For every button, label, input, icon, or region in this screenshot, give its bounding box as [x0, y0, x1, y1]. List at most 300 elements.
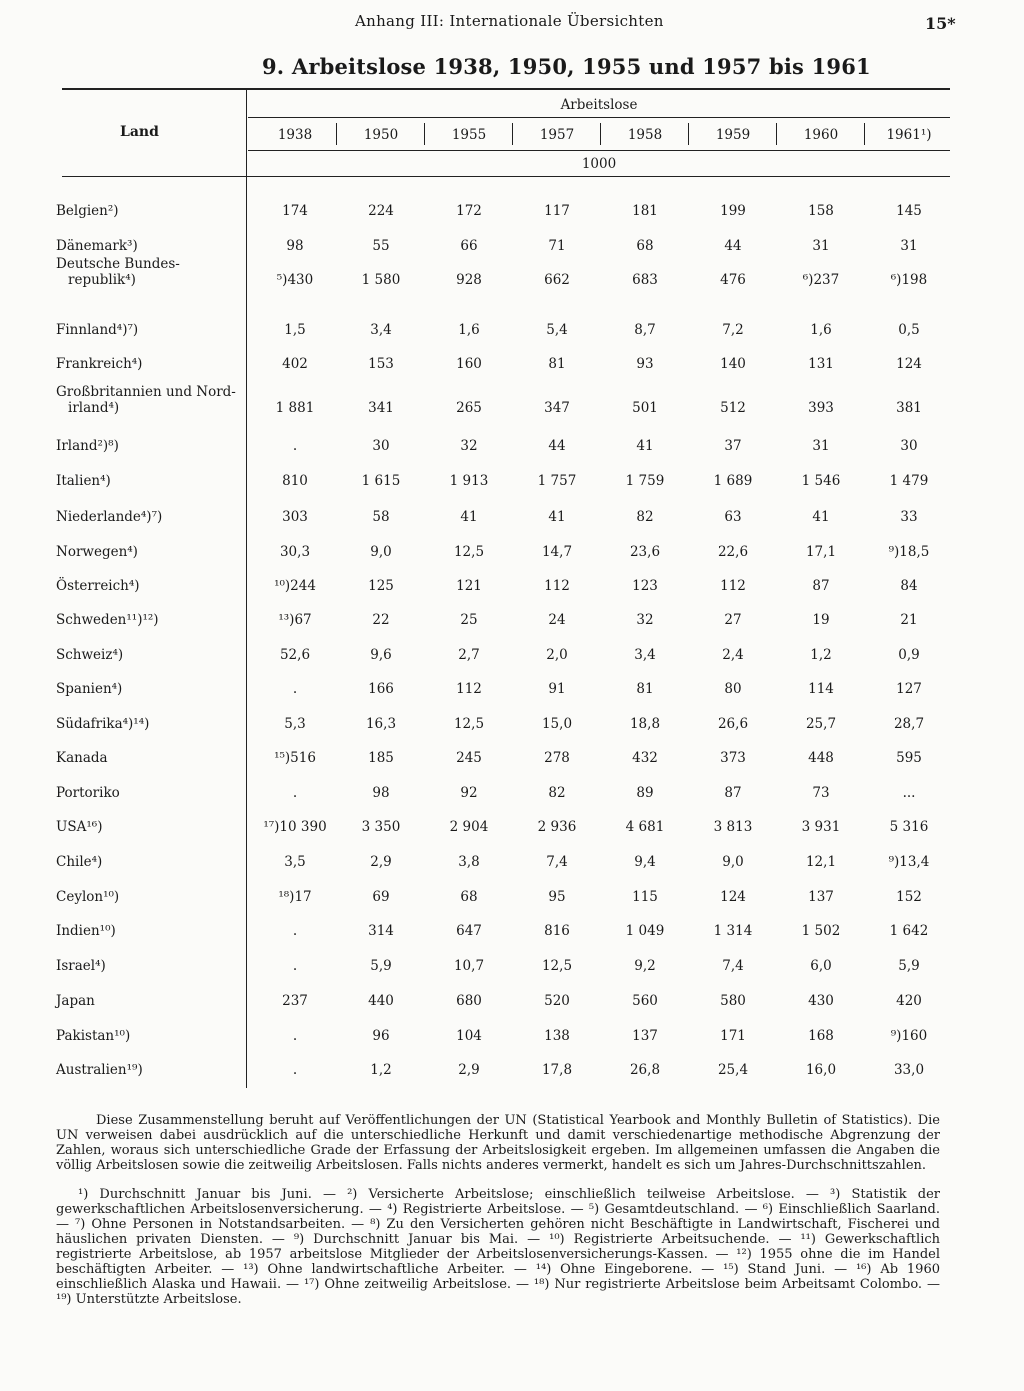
table-cell: 0,9 — [898, 647, 920, 663]
table-cell: 22,6 — [717, 544, 749, 560]
country-label — [56, 819, 236, 835]
table-cell: 2,9 — [370, 854, 392, 870]
table-cell: 12,1 — [805, 854, 837, 870]
table-cell: ¹⁸)17 — [278, 889, 312, 905]
country-name: Israel⁴) — [56, 958, 106, 974]
country-label-line — [56, 647, 236, 663]
table-cell: 1 757 — [537, 473, 577, 489]
year-header: 1957 — [539, 127, 575, 143]
country-label — [56, 356, 236, 372]
table-cell: 2 936 — [537, 819, 577, 835]
table-cell: 7,4 — [546, 854, 568, 870]
table-cell: 19 — [812, 612, 830, 628]
table-cell: 123 — [632, 578, 658, 594]
running-head: Anhang III: Internationale Übersichten — [355, 12, 664, 30]
table-cell: 1 759 — [625, 473, 665, 489]
country-label — [56, 785, 236, 801]
table-cell: . — [292, 923, 298, 939]
country-label — [56, 438, 236, 454]
table-cell: 1 913 — [449, 473, 489, 489]
country-label — [56, 1028, 236, 1044]
country-label-line — [56, 544, 236, 560]
table-cell: 112 — [456, 681, 482, 697]
table-cell: 12,5 — [453, 544, 485, 560]
table-cell: 3,4 — [634, 647, 656, 663]
country-label — [56, 578, 236, 594]
year-separator — [424, 123, 425, 145]
country-name: Chile⁴) — [56, 854, 103, 870]
table-cell: 98 — [286, 238, 304, 254]
table-cell: 314 — [368, 923, 394, 939]
table-cell: 145 — [896, 203, 922, 219]
table-cell: 1,6 — [458, 322, 480, 338]
country-label-line — [56, 1028, 236, 1044]
table-cell: 0,5 — [898, 322, 920, 338]
table-cell: 1 689 — [713, 473, 753, 489]
table-cell: 2,7 — [458, 647, 480, 663]
table-cell: ⁵)430 — [276, 272, 314, 288]
table-cell: 341 — [368, 400, 394, 416]
country-name: Portoriko — [56, 785, 120, 801]
table-cell: 16,0 — [805, 1062, 837, 1078]
table-cell: 245 — [456, 750, 482, 766]
table-cell: 683 — [632, 272, 658, 288]
table-cell: 52,6 — [279, 647, 311, 663]
table-cell: 199 — [720, 203, 746, 219]
table-cell: ¹⁵)516 — [274, 750, 316, 766]
year-separator — [688, 123, 689, 145]
year-header: 1938 — [277, 127, 313, 143]
table-cell: 8,7 — [634, 322, 656, 338]
table-cell: 58 — [372, 509, 390, 525]
table-cell: 41 — [548, 509, 566, 525]
country-label-line: Deutsche Bundes- — [56, 256, 180, 272]
table-cell: 30,3 — [279, 544, 311, 560]
table-title: 9. Arbeitslose 1938, 1950, 1955 und 1957 bis 1961 — [262, 54, 871, 79]
table-cell: 560 — [632, 993, 658, 1009]
table-cell: 1 049 — [625, 923, 665, 939]
table-cell: 224 — [368, 203, 394, 219]
year-separator — [776, 123, 777, 145]
table-cell: 5,9 — [370, 958, 392, 974]
table-cell: 32 — [636, 612, 654, 628]
table-cell: 420 — [896, 993, 922, 1009]
table-cell: 18,8 — [629, 716, 661, 732]
table-cell: 124 — [720, 889, 746, 905]
country-name: Dänemark³) — [56, 238, 138, 254]
country-name: Niederlande⁴)⁷) — [56, 509, 163, 525]
table-cell: 928 — [456, 272, 482, 288]
table-cell: 1 502 — [801, 923, 841, 939]
table-cell: ¹⁷)10 390 — [263, 819, 327, 835]
table-cell: 9,4 — [634, 854, 656, 870]
table-cell: 33 — [900, 509, 918, 525]
table-cell: 95 — [548, 889, 566, 905]
table-cell: ⁶)198 — [890, 272, 928, 288]
arbeitslose-header: Arbeitslose — [560, 97, 638, 113]
table-cell: 174 — [282, 203, 308, 219]
country-name: Indien¹⁰) — [56, 923, 116, 939]
country-label-line — [56, 203, 236, 219]
country-label-line — [56, 509, 236, 525]
table-cell: 124 — [896, 356, 922, 372]
table-cell: 153 — [368, 356, 394, 372]
country-label-line — [56, 612, 236, 628]
country-label-line — [56, 750, 236, 766]
table-cell: 265 — [456, 400, 482, 416]
table-cell: 30 — [372, 438, 390, 454]
table-cell: 5,9 — [898, 958, 920, 974]
table-cell: 3 931 — [801, 819, 841, 835]
country-name: Schweden¹¹)¹²) — [56, 612, 159, 628]
year-header: 1959 — [715, 127, 751, 143]
table-cell: 31 — [900, 238, 918, 254]
table-cell: 84 — [900, 578, 918, 594]
table-cell: 152 — [896, 889, 922, 905]
table-cell: 66 — [460, 238, 478, 254]
table-cell: 98 — [372, 785, 390, 801]
table-cell: 138 — [544, 1028, 570, 1044]
footnotes: ¹) Durchschnitt Januar bis Juni. — ²) Versicherte Arbeitslose; einschließlich teilweise Arbeitslose. — ³) Statistik der gewerkschaftlichen Arbeitslosenversicherung. — ⁴) Registrierte Arbeitslose. — ⁵) Gesamtdeutschland. — ⁶) Einschließlich Saarland. — ⁷) Ohne Personen in Notstandsarbeiten. — ⁸) Zu den Versicherten gehören nicht Beschäftigte in Landwirtschaft, Fischerei und häuslichen privaten Diensten. — ⁹) Durchschnitt Januar bis Mai. — ¹⁰) Registrierte Arbeitsuchende. — ¹¹) Gewerkschaftlich registrierte Arbeitslose, ab 1957 arbeitslose Mitglieder der Arbeitslosenversicherungs-Kassen. — ¹²) 1955 ohne die im Handel beschäftigten Arbeiter. — ¹³) Ohne landwirtschaftliche Arbeiter. — ¹⁴) Ohne Eingeborene. — ¹⁵) Stand Juni. — ¹⁶) Ab 1960 einschließlich Alaska und Hawaii. — ¹⁷) Ohne zeitweilig Arbeitslose. — ¹⁸) Nur registrierte Arbeitslose beim Arbeitsamt Colombo. — ¹⁹) Unterstützte Arbeitslose. — [56, 1187, 940, 1307]
table-cell: 381 — [896, 400, 922, 416]
table-cell: 69 — [372, 889, 390, 905]
table-cell: ... — [902, 785, 916, 801]
country-label — [56, 1062, 236, 1078]
table-cell: 112 — [720, 578, 746, 594]
table-cell: 27 — [724, 612, 742, 628]
table-cell: 1 314 — [713, 923, 753, 939]
table-cell: 23,6 — [629, 544, 661, 560]
table-cell: 501 — [632, 400, 658, 416]
table-cell: 68 — [636, 238, 654, 254]
country-label — [56, 889, 236, 905]
table-cell: 82 — [548, 785, 566, 801]
table-cell: 115 — [632, 889, 658, 905]
table-cell: 171 — [720, 1028, 746, 1044]
table-cell: 520 — [544, 993, 570, 1009]
unit-header: 1000 — [581, 156, 617, 172]
year-separator — [512, 123, 513, 145]
country-label-line — [56, 356, 236, 372]
table-cell: 37 — [724, 438, 742, 454]
table-cell: 10,7 — [453, 958, 485, 974]
table-cell: 104 — [456, 1028, 482, 1044]
country-label — [56, 238, 236, 254]
table-cell: 680 — [456, 993, 482, 1009]
table-cell: 55 — [372, 238, 390, 254]
table-cell: 4 681 — [625, 819, 665, 835]
country-label-line — [56, 400, 236, 416]
country-label — [56, 473, 236, 489]
table-cell: 1 580 — [361, 272, 401, 288]
year-header: 1950 — [363, 127, 399, 143]
table-cell: 17,1 — [805, 544, 837, 560]
table-cell: 6,0 — [810, 958, 832, 974]
table-cell: 114 — [808, 681, 834, 697]
country-label-line — [56, 819, 236, 835]
table-cell: ⁹)160 — [890, 1028, 928, 1044]
table-cell: 87 — [812, 578, 830, 594]
table-cell: 1 881 — [275, 400, 315, 416]
table-cell: 12,5 — [453, 716, 485, 732]
table-cell: . — [292, 681, 298, 697]
table-cell: ¹⁰)244 — [274, 578, 316, 594]
table-cell: 158 — [808, 203, 834, 219]
country-label — [56, 958, 236, 974]
country-name: Italien⁴) — [56, 473, 111, 489]
table-cell: 25,4 — [717, 1062, 749, 1078]
table-cell: 25 — [460, 612, 478, 628]
header-separator — [248, 117, 950, 118]
year-separator — [864, 123, 865, 145]
table-cell: 373 — [720, 750, 746, 766]
table-cell: 25,7 — [805, 716, 837, 732]
table-cell: 93 — [636, 356, 654, 372]
table-cell: 112 — [544, 578, 570, 594]
table-cell: 7,2 — [722, 322, 744, 338]
country-label — [56, 544, 236, 560]
country-label — [56, 716, 236, 732]
table-cell: 89 — [636, 785, 654, 801]
table-cell: 580 — [720, 993, 746, 1009]
header-separator-unit — [248, 150, 950, 151]
table-cell: 662 — [544, 272, 570, 288]
country-name: republik⁴) — [68, 272, 136, 288]
country-name: Japan — [56, 993, 95, 1009]
table-cell: 172 — [456, 203, 482, 219]
country-label-line — [56, 785, 236, 801]
table-cell: 185 — [368, 750, 394, 766]
country-name: irland⁴) — [68, 400, 120, 416]
country-name: Spanien⁴) — [56, 681, 123, 697]
table-cell: 237 — [282, 993, 308, 1009]
table-cell: 125 — [368, 578, 394, 594]
table-cell: 1 546 — [801, 473, 841, 489]
country-label — [56, 993, 236, 1009]
country-label — [56, 322, 236, 338]
table-cell: 127 — [896, 681, 922, 697]
table-cell: 41 — [636, 438, 654, 454]
table-cell: 2 904 — [449, 819, 489, 835]
table-cell: 117 — [544, 203, 570, 219]
page-number: 15* — [925, 14, 956, 33]
table-cell: 3 350 — [361, 819, 401, 835]
table-cell: 32 — [460, 438, 478, 454]
country-label — [56, 647, 236, 663]
table-cell: 31 — [812, 438, 830, 454]
table-cell: 303 — [282, 509, 308, 525]
table-cell: 81 — [548, 356, 566, 372]
table-cell: 3,8 — [458, 854, 480, 870]
table-cell: 121 — [456, 578, 482, 594]
table-cell: 430 — [808, 993, 834, 1009]
stub-column-rule — [246, 88, 247, 1088]
table-cell: 512 — [720, 400, 746, 416]
country-label-line — [56, 438, 236, 454]
country-name: Pakistan¹⁰) — [56, 1028, 131, 1044]
table-cell: 68 — [460, 889, 478, 905]
table-cell: ⁶)237 — [802, 272, 840, 288]
table-cell: . — [292, 958, 298, 974]
table-cell: 1 479 — [889, 473, 929, 489]
country-label — [56, 384, 236, 416]
table-cell: 71 — [548, 238, 566, 254]
table-cell: 181 — [632, 203, 658, 219]
table-cell: 44 — [548, 438, 566, 454]
table-cell: 33,0 — [893, 1062, 925, 1078]
header-bottom-rule — [62, 176, 950, 177]
table-cell: 7,4 — [722, 958, 744, 974]
table-cell: 9,2 — [634, 958, 656, 974]
table-cell: . — [292, 785, 298, 801]
table-cell: 16,3 — [365, 716, 397, 732]
country-label — [56, 854, 236, 870]
country-label — [56, 509, 236, 525]
table-cell: 2,4 — [722, 647, 744, 663]
year-header: 1958 — [627, 127, 663, 143]
country-label-line — [56, 272, 236, 288]
table-cell: 160 — [456, 356, 482, 372]
table-cell: 80 — [724, 681, 742, 697]
country-label-line — [56, 889, 236, 905]
country-label-line — [56, 322, 236, 338]
table-cell: 81 — [636, 681, 654, 697]
year-header: 1960 — [803, 127, 839, 143]
table-cell: 26,8 — [629, 1062, 661, 1078]
country-name: Österreich⁴) — [56, 578, 140, 594]
table-cell: 9,6 — [370, 647, 392, 663]
table-cell: 440 — [368, 993, 394, 1009]
country-label — [56, 203, 236, 219]
table-cell: 30 — [900, 438, 918, 454]
table-cell: 26,6 — [717, 716, 749, 732]
year-header: 1961¹) — [886, 127, 932, 143]
table-cell: 448 — [808, 750, 834, 766]
country-label-line — [56, 1062, 236, 1078]
table-cell: 595 — [896, 750, 922, 766]
table-cell: 137 — [808, 889, 834, 905]
table-cell: 1,2 — [810, 647, 832, 663]
table-cell: 1,2 — [370, 1062, 392, 1078]
top-rule — [62, 88, 950, 90]
table-cell: 24 — [548, 612, 566, 628]
table-cell: . — [292, 1028, 298, 1044]
table-cell: 12,5 — [541, 958, 573, 974]
table-cell: 41 — [460, 509, 478, 525]
table-cell: 432 — [632, 750, 658, 766]
table-cell: 22 — [372, 612, 390, 628]
table-cell: 21 — [900, 612, 918, 628]
country-name: Australien¹⁹) — [56, 1062, 143, 1078]
country-label-line — [56, 923, 236, 939]
table-cell: 1,6 — [810, 322, 832, 338]
table-cell: ⁹)13,4 — [888, 854, 930, 870]
country-name: Ceylon¹⁰) — [56, 889, 120, 905]
table-cell: 92 — [460, 785, 478, 801]
country-name: Irland²)⁸) — [56, 438, 119, 454]
country-name: Kanada — [56, 750, 108, 766]
year-header: 1955 — [451, 127, 487, 143]
country-name: Frankreich⁴) — [56, 356, 143, 372]
table-cell: 1,5 — [284, 322, 306, 338]
table-cell: . — [292, 438, 298, 454]
table-cell: 91 — [548, 681, 566, 697]
country-label-line — [56, 681, 236, 697]
table-cell: 28,7 — [893, 716, 925, 732]
country-name: Norwegen⁴) — [56, 544, 138, 560]
table-cell: 402 — [282, 356, 308, 372]
country-label — [56, 612, 236, 628]
table-cell: 63 — [724, 509, 742, 525]
table-cell: ¹³)67 — [278, 612, 312, 628]
table-cell: 647 — [456, 923, 482, 939]
table-cell: 82 — [636, 509, 654, 525]
table-cell: 810 — [282, 473, 308, 489]
table-cell: 1 615 — [361, 473, 401, 489]
table-cell: 137 — [632, 1028, 658, 1044]
table-cell: 41 — [812, 509, 830, 525]
table-cell: 3,4 — [370, 322, 392, 338]
table-cell: 1 642 — [889, 923, 929, 939]
table-cell: 168 — [808, 1028, 834, 1044]
country-label-line — [56, 993, 236, 1009]
country-label-line: Großbritannien und Nord- — [56, 384, 236, 400]
table-cell: 3,5 — [284, 854, 306, 870]
country-label-line — [56, 238, 236, 254]
table-cell: 140 — [720, 356, 746, 372]
country-name: Südafrika⁴)¹⁴) — [56, 716, 150, 732]
table-cell: 131 — [808, 356, 834, 372]
country-name: Belgien²) — [56, 203, 119, 219]
country-name: Finnland⁴)⁷) — [56, 322, 139, 338]
country-label — [56, 256, 236, 288]
table-cell: 15,0 — [541, 716, 573, 732]
table-cell: 816 — [544, 923, 570, 939]
country-label — [56, 681, 236, 697]
table-cell: 9,0 — [370, 544, 392, 560]
table-cell: 166 — [368, 681, 394, 697]
intro-paragraph: Diese Zusammenstellung beruht auf Veröffentlichungen der UN (Statistical Yearbook and Monthly Bulletin of Statistics). Die UN verweisen dabei ausdrücklich auf die unterschiedliche Herkunft und damit verschiedenartige methodische Abgrenzung der Zahlen, woraus sich unterschiedliche Grade der Erfassung der Arbeitslosigkeit ergeben. Im allgemeinen umfassen die Angaben die völlig Arbeitslosen sowie die zeitweilig Arbeitslosen. Falls nichts anderes vermerkt, handelt es sich um Jahres-Durchschnittszahlen. — [56, 1113, 940, 1173]
table-cell: 73 — [812, 785, 830, 801]
country-label-line — [56, 716, 236, 732]
table-cell: 278 — [544, 750, 570, 766]
year-separator — [600, 123, 601, 145]
table-cell: ⁹)18,5 — [888, 544, 930, 560]
table-cell: 2,9 — [458, 1062, 480, 1078]
table-cell: 5,3 — [284, 716, 306, 732]
table-cell: 17,8 — [541, 1062, 573, 1078]
table-cell: 5 316 — [889, 819, 929, 835]
country-name: USA¹⁶) — [56, 819, 103, 835]
year-separator — [336, 123, 337, 145]
table-cell: 31 — [812, 238, 830, 254]
table-cell: 5,4 — [546, 322, 568, 338]
table-cell: 393 — [808, 400, 834, 416]
table-cell: 14,7 — [541, 544, 573, 560]
table-cell: 96 — [372, 1028, 390, 1044]
country-label-line — [56, 958, 236, 974]
country-name: Schweiz⁴) — [56, 647, 124, 663]
table-cell: 2,0 — [546, 647, 568, 663]
table-cell: 3 813 — [713, 819, 753, 835]
table-cell: . — [292, 1062, 298, 1078]
table-cell: 44 — [724, 238, 742, 254]
country-label-line — [56, 473, 236, 489]
country-label — [56, 750, 236, 766]
country-label-line — [56, 854, 236, 870]
table-cell: 347 — [544, 400, 570, 416]
country-label — [56, 923, 236, 939]
